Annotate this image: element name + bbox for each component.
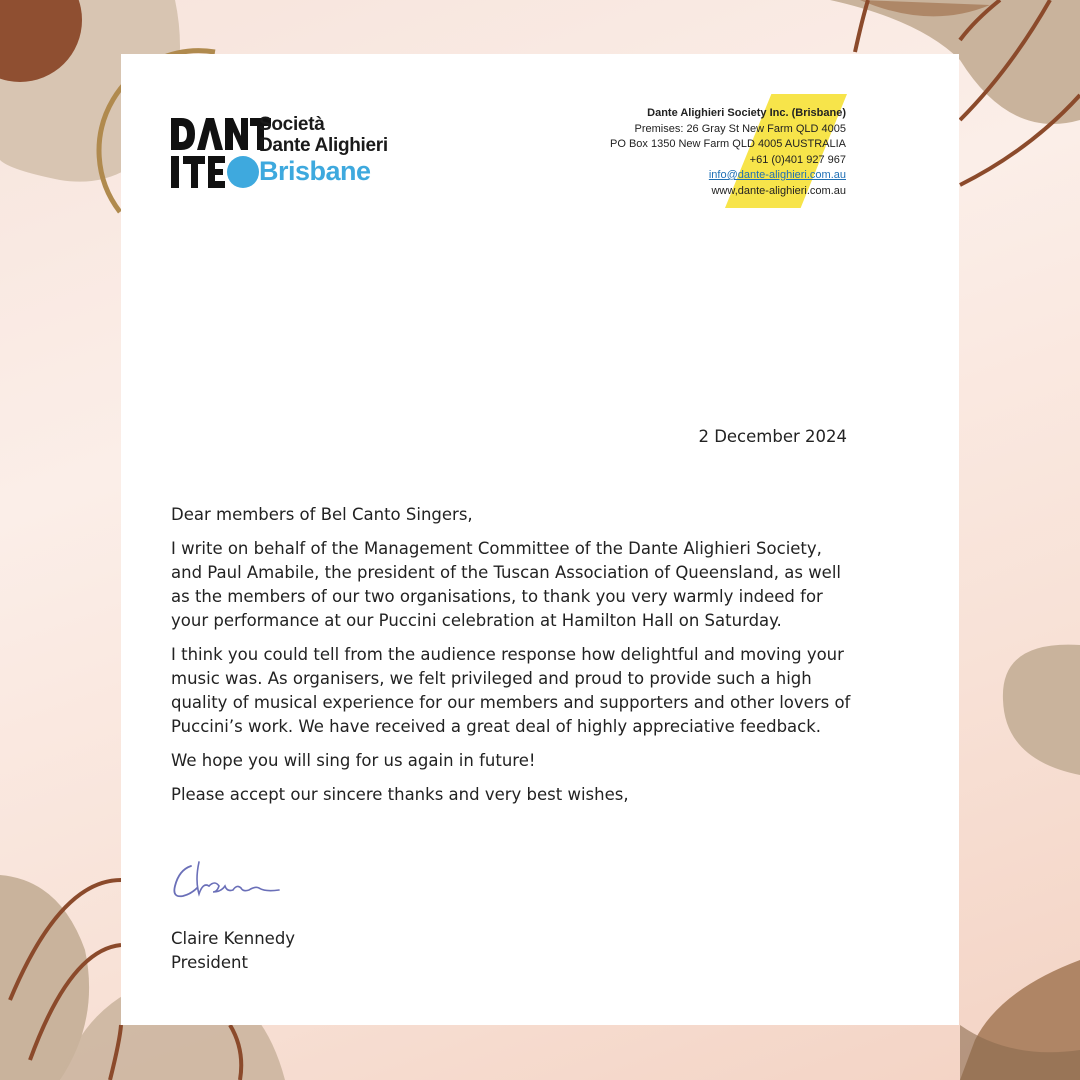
letter-page — [121, 54, 959, 1025]
paragraph-1: I write on behalf of the Management Committee of the Dante Alighieri Society, and Paul Amabile, the president of the Tuscan Association of Queensland, as well as the members of our two organisations, to thank you very warmly indeed for your performance at our Puccini celebration at Hamilton Hall on Saturday. — [171, 539, 842, 630]
logo-line-brisbane: Brisbane — [259, 156, 371, 186]
contact-premises: Premises: 26 Gray St New Farm QLD 4005 — [634, 122, 846, 135]
paragraph-4: Please accept our sincere thanks and very best wishes, — [171, 785, 629, 804]
logo-line-societa: Società — [259, 114, 325, 135]
contact-website: www,dante-alighieri.com.au — [711, 184, 846, 197]
signer-name: Claire Kennedy — [171, 929, 296, 948]
handwritten-signature — [169, 852, 299, 912]
logo-line-dante-alighieri: Dante Alighieri — [259, 135, 388, 156]
contact-block — [610, 106, 846, 199]
letter-date: 2 December 2024 — [698, 427, 847, 446]
logo-text — [259, 114, 388, 186]
contact-po-box: PO Box 1350 New Farm QLD 4005 AUSTRALIA — [610, 138, 846, 150]
contact-phone: +61 (0)401 927 967 — [749, 153, 846, 166]
paragraph-3: We hope you will sing for us again in future! — [171, 751, 536, 770]
signer-title: President — [171, 953, 248, 972]
letter-body — [171, 503, 851, 817]
signer-block — [171, 927, 295, 975]
contact-email-link[interactable]: info@dante-alighieri.com.au — [708, 169, 846, 181]
contact-org: Dante Alighieri Society Inc. (Brisbane) — [647, 107, 846, 119]
salutation: Dear members of Bel Canto Singers, — [171, 505, 473, 524]
right-tan-blob — [1003, 645, 1080, 775]
paragraph-2: I think you could tell from the audience response how delightful and moving your music was. As organisers, we felt privileged and proud to provide such a high quality of musical experience for our members and supporters and other lovers of Puccini’s work. We have received a great deal of highly appreciative feedback. — [171, 645, 851, 736]
